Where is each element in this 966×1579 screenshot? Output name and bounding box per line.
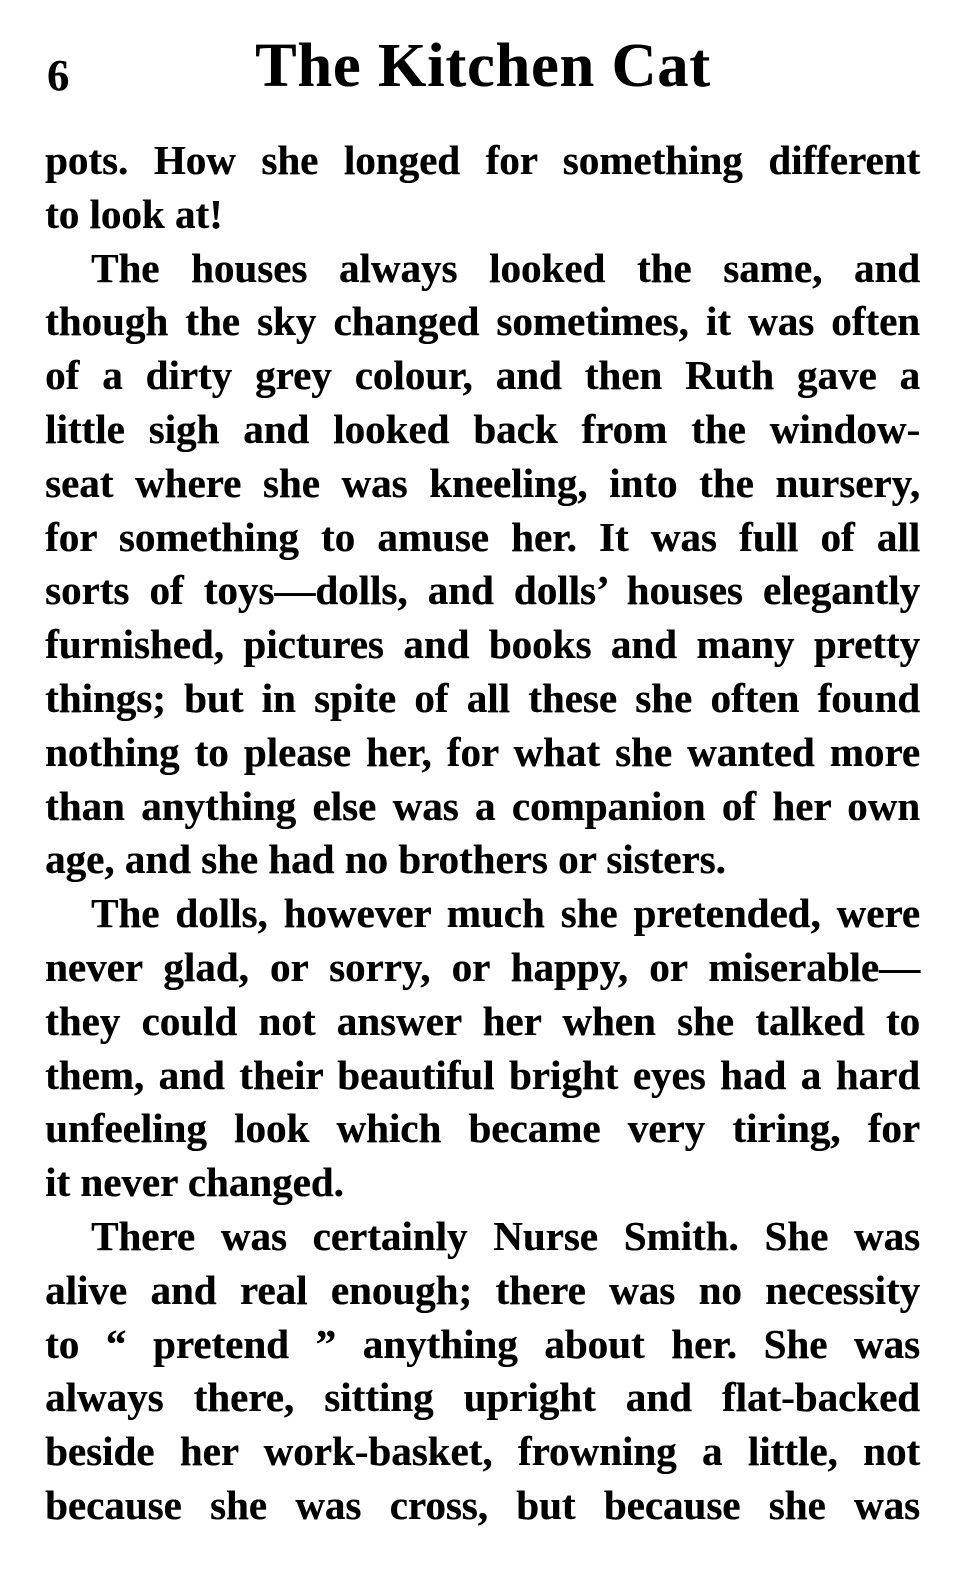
text-line: seat where she was kneeling, into the nursery,	[45, 459, 920, 506]
text-line: things; but in spite of all these she often found	[45, 674, 920, 721]
text-line: The houses always looked the same, and	[91, 244, 920, 291]
text-line: furnished, pictures and books and many pretty	[45, 621, 920, 668]
paragraph	[45, 1210, 920, 1533]
text-line: because she was cross, but because she was	[45, 1481, 920, 1528]
text-line: to “ pretend ” anything about her. She was	[45, 1320, 920, 1367]
text-line: little sigh and looked back from the window-	[45, 405, 920, 452]
text-line: pots. How she longed for something different	[45, 137, 920, 183]
page-body	[45, 134, 920, 1533]
page-number: 6	[47, 51, 69, 100]
paragraph	[45, 134, 920, 242]
text-line: them, and their beautiful bright eyes had a hard	[45, 1051, 920, 1098]
text-line: age, and she had no brothers or sisters.	[45, 836, 726, 883]
text-line: to look at!	[45, 190, 223, 237]
text-line: There was certainly Nurse Smith. She was	[91, 1212, 920, 1259]
text-line: of a dirty grey colour, and then Ruth gave a	[45, 352, 920, 399]
paragraph	[45, 887, 920, 1210]
text-line: than anything else was a companion of her own	[45, 782, 920, 829]
text-line: The dolls, however much she pretended, were	[91, 890, 920, 937]
text-line: for something to amuse her. It was full of all	[45, 513, 920, 560]
running-head	[0, 0, 966, 98]
text-line: they could not answer her when she talked to	[45, 997, 920, 1044]
text-line: beside her work-basket, frowning a little, not	[45, 1428, 920, 1475]
text-line: never glad, or sorry, or happy, or miserable—	[45, 943, 920, 990]
text-line: sorts of toys—dolls, and dolls’ houses elegantly	[45, 567, 920, 614]
text-line: though the sky changed sometimes, it was often	[45, 298, 920, 345]
paragraph	[45, 242, 920, 888]
text-line: always there, sitting upright and flat-backed	[45, 1374, 920, 1421]
text-line: unfeeling look which became very tiring, for	[45, 1105, 920, 1152]
text-line: alive and real enough; there was no necessity	[45, 1266, 920, 1313]
text-line: nothing to please her, for what she wanted more	[45, 728, 920, 775]
text-line: it never changed.	[45, 1159, 344, 1206]
running-title: The Kitchen Cat	[255, 32, 711, 100]
